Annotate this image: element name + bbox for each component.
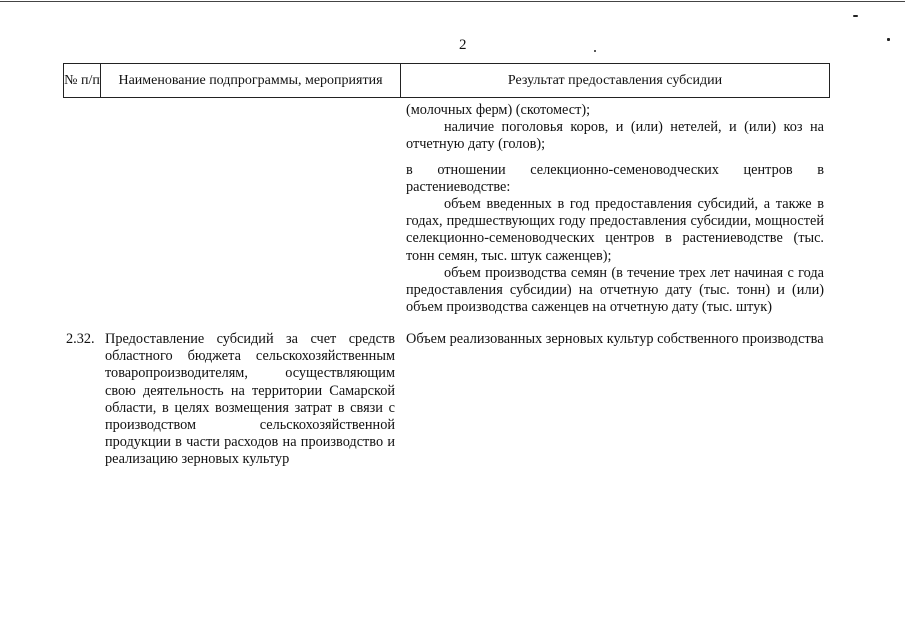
- column-header-name: Наименование подпрограммы, мероприятия: [101, 64, 401, 98]
- result-paragraph: объем производства семян (в течение трех лет начиная с года предоставления субсидии) на отчетную дату (тыс. тонн) и (или) объем производства саженцев на отчетную дату (тыс. штук): [406, 264, 824, 316]
- result-line: (молочных ферм) (скотомест);: [406, 102, 591, 118]
- scan-top-edge: [0, 1, 905, 2]
- result-paragraph: наличие поголовья коров, и (или) нетелей, и (или) коз на отчетную дату (голов);: [406, 119, 824, 153]
- row-name: Предоставление субсидий за счет средств областного бюджета сельскохозяйственным товаропроизводителям, осуществляющим свою деятельность на территории Самарской области, в целях возмещения затрат в связи с производством сельскохозяйственной продукции в части расходов на производство и реализацию зерновых культур: [105, 331, 395, 468]
- result-paragraph: объем введенных в год предоставления субсидий, а также в годах, предшествующих году предоставления субсидии, мощностей селекционно-семеноводческих центров в растениеводстве (тыс. тонн семян, тыс. штук саженцев);: [406, 196, 824, 264]
- row-result: Объем реализованных зерновых культур собственного производства: [406, 331, 824, 347]
- result-paragraph: в отношении селекционно-семеноводческих центров в растениеводстве:: [406, 161, 824, 195]
- table-header: [63, 63, 830, 98]
- column-header-result: Результат предоставления субсидии: [401, 64, 830, 98]
- result-continuation: [406, 102, 824, 316]
- scan-speck: [594, 50, 596, 52]
- page-number: 2: [459, 37, 467, 53]
- row-number: 2.32.: [66, 331, 95, 347]
- column-header-number: № п/п: [64, 64, 101, 98]
- scan-speck: [887, 38, 890, 41]
- scan-speck: [853, 15, 858, 17]
